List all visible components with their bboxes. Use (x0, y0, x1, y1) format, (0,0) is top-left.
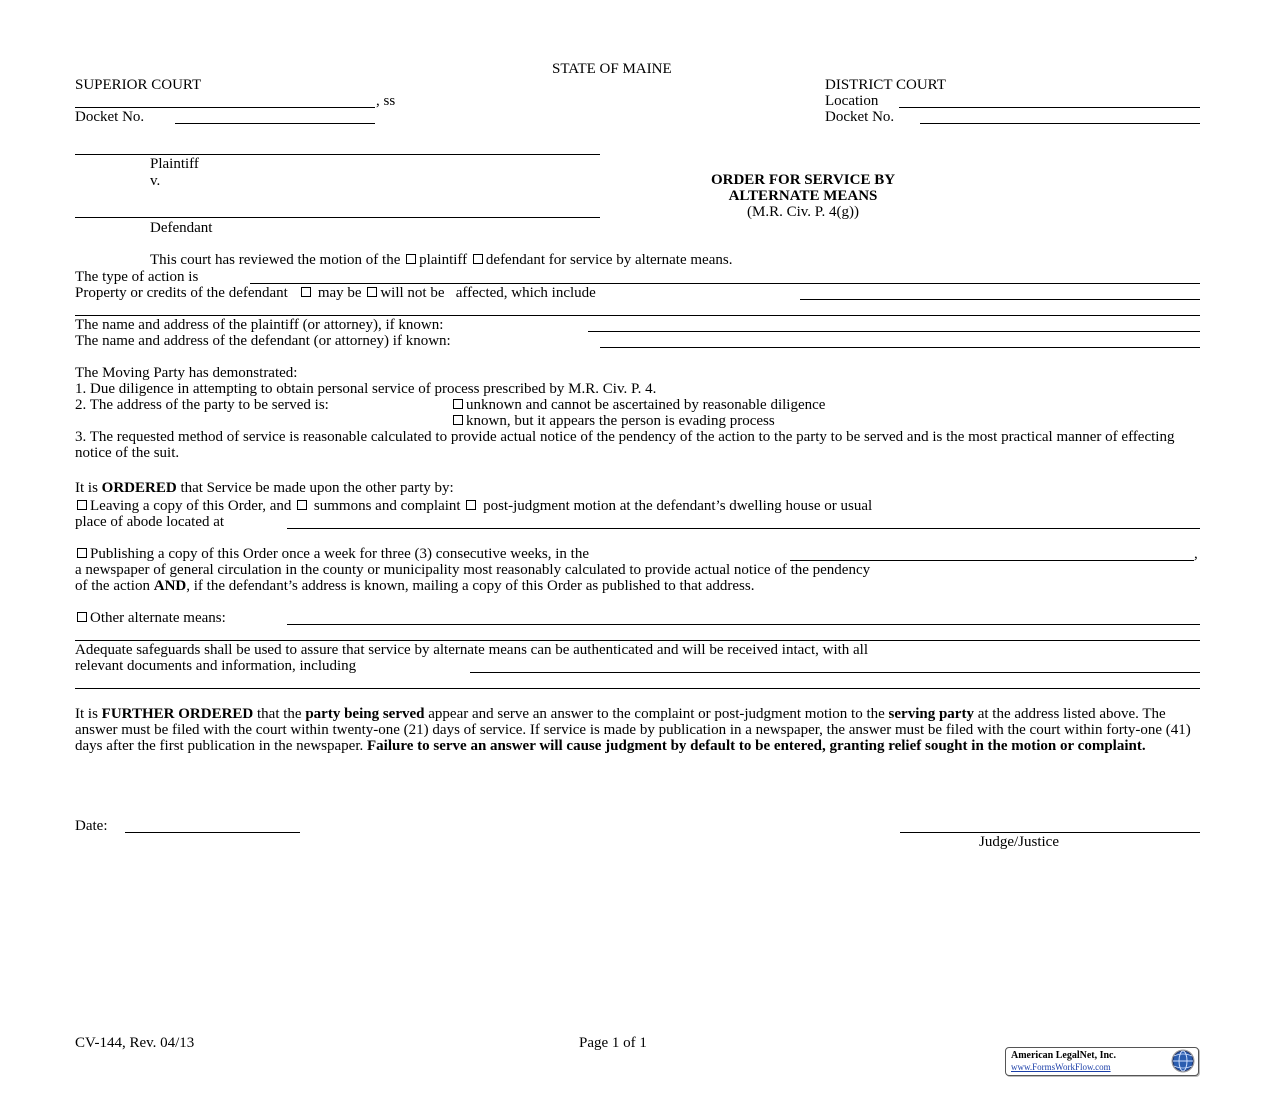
will-not-be-label: will not be (380, 285, 445, 301)
property-field-continued[interactable] (75, 315, 1200, 316)
summons-label: summons and complaint (313, 498, 461, 514)
affected-label: affected, which include (455, 285, 596, 301)
publishing-line (75, 546, 589, 562)
further-b2: party being served (305, 706, 425, 722)
property-label: Property or credits of the defendant (75, 285, 288, 301)
form-id: CV-144, Rev. 04/13 (75, 1035, 195, 1051)
ordered-bold: ORDERED (101, 480, 177, 496)
review-line (150, 252, 732, 268)
ss-label: , ss (376, 93, 396, 109)
globe-icon (1171, 1049, 1195, 1073)
further-p2: that the (257, 706, 302, 722)
page-number: Page 1 of 1 (579, 1035, 647, 1051)
defendant-label: Defendant (150, 220, 213, 236)
other-means-field-continued[interactable] (75, 640, 1200, 641)
further-p3: appear and serve an answer to the complaint or post-judgment motion to the (428, 706, 885, 722)
safeguards-line: Adequate safeguards shall be used to assure that service by alternate means can be authenticated and will be received intact, with all (75, 642, 869, 658)
other-means-line (75, 610, 226, 626)
relevant-field[interactable] (470, 672, 1200, 673)
further-b4: Failure to serve an answer will cause judgment by default to be entered, granting relief sought in the motion or complaint. (367, 738, 1146, 754)
further-b1: FURTHER ORDERED (101, 706, 254, 722)
relevant-label: relevant documents and information, including (75, 658, 357, 674)
abode-field[interactable] (287, 528, 1200, 529)
leaving-label: Leaving a copy of this Order, and (90, 498, 292, 514)
ordered-pre: It is (75, 480, 98, 496)
other-means-field[interactable] (287, 624, 1200, 625)
moving-heading: The Moving Party has demonstrated: (75, 365, 298, 381)
known-label: known, but it appears the person is evading process (466, 413, 775, 429)
date-field[interactable] (125, 832, 300, 833)
vendor-name: American LegalNet, Inc. (1011, 1050, 1116, 1061)
county-field[interactable] (75, 107, 375, 108)
summons-checkbox[interactable] (297, 500, 307, 510)
versus-label: v. (150, 173, 161, 189)
plaintiff-checkbox[interactable] (406, 254, 416, 264)
other-means-checkbox[interactable] (77, 612, 87, 622)
known-option (451, 413, 775, 429)
district-court-label: DISTRICT COURT (825, 77, 946, 93)
title-line-2: ALTERNATE MEANS (728, 188, 878, 204)
action-pre: of the action (75, 578, 150, 594)
vendor-logo (1005, 1047, 1199, 1076)
type-of-action-field[interactable] (250, 283, 1200, 284)
moving-item-1: 1. Due diligence in attempting to obtain personal service of process prescribed by M.R. Civ. P. 4. (75, 381, 657, 397)
docket-field-left[interactable] (175, 123, 375, 124)
unknown-option (451, 397, 825, 413)
state-heading: STATE OF MAINE (552, 61, 672, 77)
defendant-option-label: defendant for service by alternate means. (485, 252, 733, 268)
further-p1: It is (75, 706, 98, 722)
leaving-checkbox[interactable] (77, 500, 87, 510)
date-label: Date: (75, 818, 108, 834)
action-and: AND (153, 578, 187, 594)
action-post: , if the defendant’s address is known, mailing a copy of this Order as published to that address. (186, 578, 755, 594)
vendor-link[interactable]: www.FormsWorkFlow.com (1011, 1062, 1111, 1072)
newspaper-line: a newspaper of general circulation in the county or municipality most reasonably calculated to provide actual notice of the pendency (75, 562, 871, 578)
other-means-label: Other alternate means: (90, 610, 226, 626)
defendant-name-field[interactable] (75, 217, 600, 218)
unknown-checkbox[interactable] (453, 399, 463, 409)
ordered-line (75, 480, 454, 496)
type-of-action-label: The type of action is (75, 269, 199, 285)
moving-item-3: 3. The requested method of service is reasonable calculated to provide actual notice of the pendency of the action to the party to be served and is the most practical manner of effecting notice of the suit. (75, 429, 1175, 461)
known-checkbox[interactable] (453, 415, 463, 425)
location-field[interactable] (899, 107, 1200, 108)
further-ordered-paragraph (75, 706, 1200, 754)
docket-field-right[interactable] (920, 123, 1200, 124)
property-line (75, 285, 596, 301)
defendant-address-field[interactable] (600, 347, 1200, 348)
post-judgment-checkbox[interactable] (466, 500, 476, 510)
further-p4: at the address listed above. The answer must be filed with the court within twenty-one (21) days of service. If service is made by publication in a newspaper, the answer must be filed with the court within forty-one (41) days after the first publication in the newspaper. (75, 706, 1191, 754)
plaintiff-label: Plaintiff (150, 156, 199, 172)
action-line (75, 578, 754, 594)
plaintiff-address-label: The name and address of the plaintiff (or attorney), if known: (75, 317, 444, 333)
defendant-checkbox[interactable] (473, 254, 483, 264)
publishing-comma: , (1194, 546, 1198, 562)
unknown-label: unknown and cannot be ascertained by reasonable diligence (466, 397, 826, 413)
judge-label: Judge/Justice (979, 834, 1059, 850)
location-label: Location (825, 93, 879, 109)
may-be-label: may be (317, 285, 362, 301)
judge-signature-field[interactable] (900, 832, 1200, 833)
title-line-1: ORDER FOR SERVICE BY (710, 172, 896, 188)
publishing-label: Publishing a copy of this Order once a week for three (3) consecutive weeks, in the (90, 546, 590, 562)
plaintiff-address-field[interactable] (588, 331, 1200, 332)
plaintiff-name-field[interactable] (75, 154, 600, 155)
review-intro: This court has reviewed the motion of the (150, 252, 401, 268)
plaintiff-option-label: plaintiff (419, 252, 468, 268)
further-b3: serving party (888, 706, 974, 722)
superior-court-label: SUPERIOR COURT (75, 77, 202, 93)
leaving-line (75, 498, 872, 514)
may-be-checkbox[interactable] (301, 287, 311, 297)
relevant-field-continued[interactable] (75, 688, 1200, 689)
publishing-checkbox[interactable] (77, 548, 87, 558)
post-judgment-label: post-judgment motion at the defendant’s dwelling house or usual (483, 498, 873, 514)
moving-item-2: 2. The address of the party to be served is: (75, 397, 329, 413)
abode-label: place of abode located at (75, 514, 225, 530)
docket-label-right: Docket No. (825, 109, 895, 125)
newspaper-field[interactable] (790, 560, 1194, 561)
defendant-address-label: The name and address of the defendant (or attorney) if known: (75, 333, 451, 349)
title-rule: (M.R. Civ. P. 4(g)) (747, 204, 859, 220)
property-field[interactable] (800, 299, 1200, 300)
docket-label-left: Docket No. (75, 109, 145, 125)
ordered-post: that Service be made upon the other party by: (180, 480, 454, 496)
will-not-be-checkbox[interactable] (367, 287, 377, 297)
